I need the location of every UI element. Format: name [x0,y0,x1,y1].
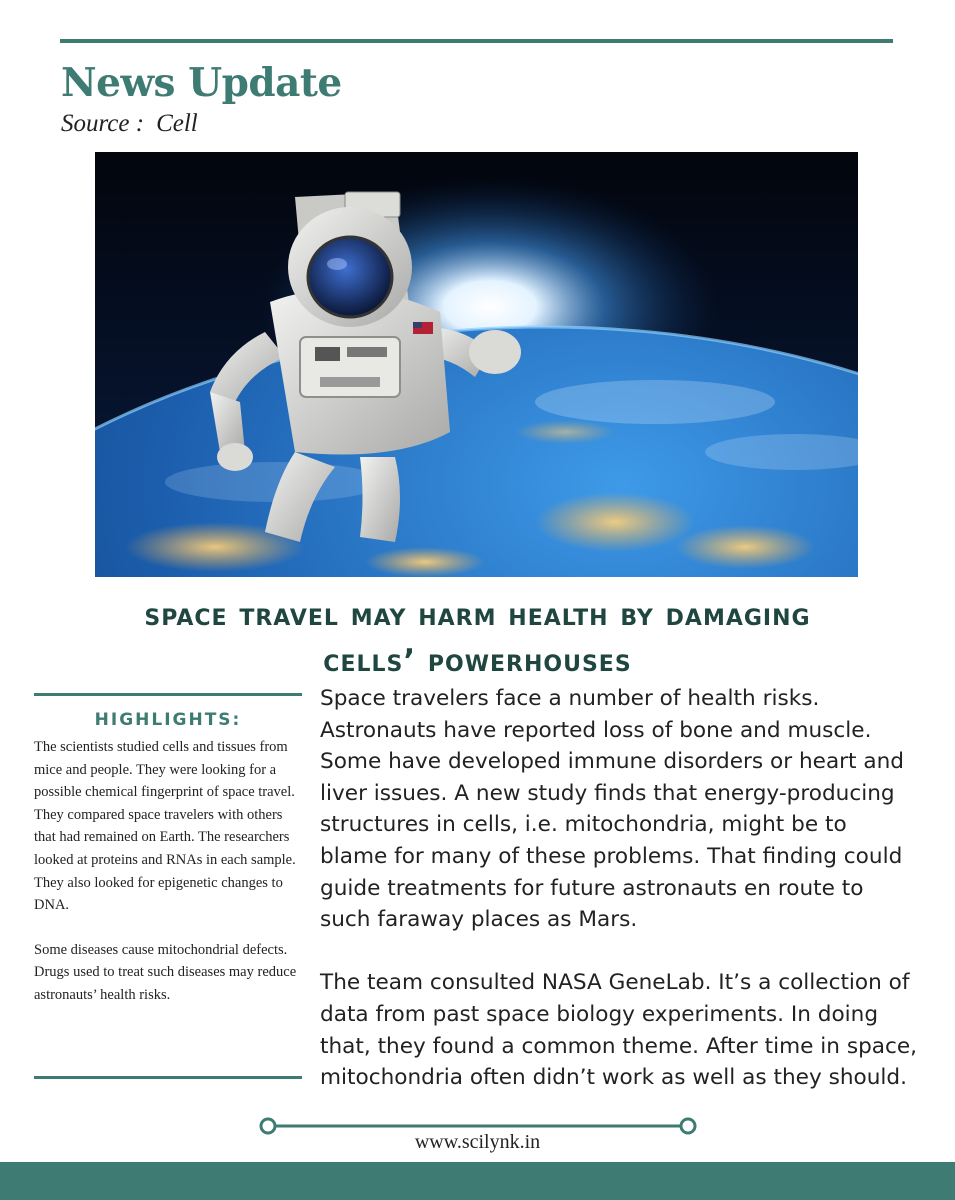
page-title: News Update [61,60,342,106]
highlights-paragraph: Some diseases cause mitochondrial defects. Drugs used to treat such diseases may reduce astronauts’ health risks. [34,941,297,1003]
footer-bar [0,1162,955,1200]
article-body [320,683,920,1125]
source-label: Source : [61,110,145,137]
headline-line-1: space travel may harm health by damaging [144,597,811,633]
source-name: Cell [156,110,198,137]
highlights-top-divider [34,693,302,696]
highlights-body [34,736,302,1029]
highlights-bottom-divider [34,1076,302,1079]
headline [60,592,895,684]
highlights-paragraph: The scientists studied cells and tissues from mice and people. They were looking for a possible chemical fingerprint of space travel. They compared space travelers with others that had remained on Earth. The researchers looked at proteins and RNAs in each sample. They also looked for epigenetic changes to DNA. [34,739,296,914]
hero-image [95,152,858,577]
headline-line-2: cells’ powerhouses [323,643,632,679]
highlights-title: HIGHLIGHTS: [94,710,242,730]
article-paragraph: Space travelers face a number of health risks. Astronauts have reported loss of bone and muscle. Some have developed immune disorders or heart and liver issues. A new study finds that energy-producing structures in cells, i.e. mitochondria, might be to blame for many of these problems. That finding could guide treatments for future astronauts en route to such faraway places as Mars. [320,686,905,933]
article-paragraph: The team consulted NASA GeneLab. It’s a collection of data from past space biology experiments. In doing that, they found a common theme. After time in space, mitochondria often didn’t work as well as they should. [320,970,918,1091]
source-line [61,110,198,138]
top-divider [60,39,893,43]
website-link[interactable]: www.scilynk.in [414,1131,541,1153]
